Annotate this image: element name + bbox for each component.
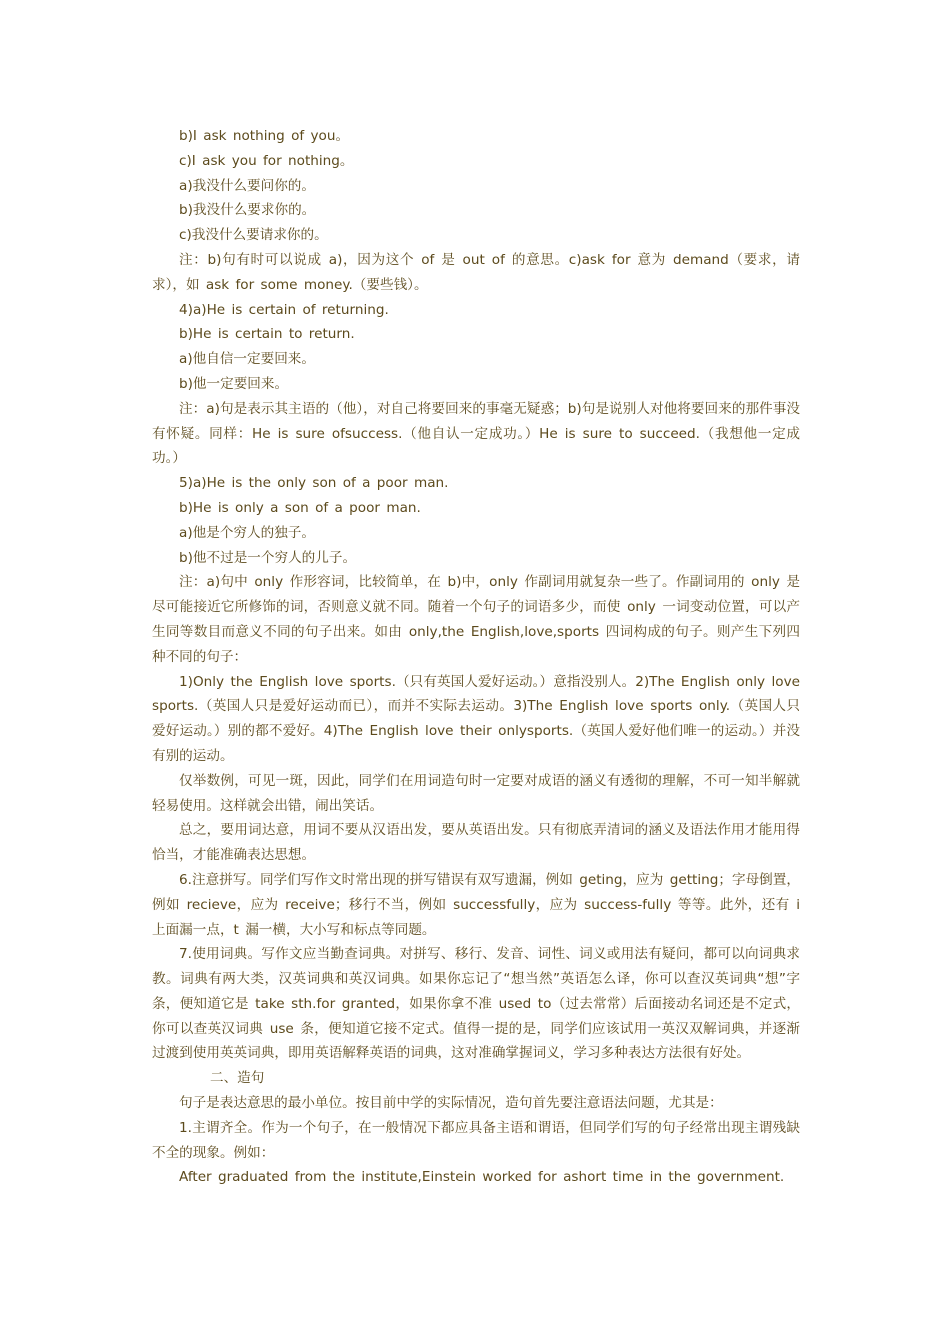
paragraph: 注：a)句中 only 作形容词，比较简单，在 b)中，only 作副词用就复杂一些了。作副词用的 only 是尽可能接近它所修饰的词，否则意义就不同。随着一个句子的词语多少，而使 only 一词变动位置，可以产生同等数目而意义不同的句子出来。如由 only,the English,love,sports 四词构成的句子。则产生下列四种不同的句子： xyxy=(152,574,800,665)
paragraph: c)I ask you for nothing。 xyxy=(179,152,354,169)
paragraph: 仅举数例，可见一斑，因此，同学们在用词造句时一定要对成语的涵义有透彻的理解，不可一知半解就轻易使用。这样就会出错，闹出笑话。 xyxy=(152,772,800,814)
paragraph: 1.主谓齐全。作为一个句子，在一般情况下都应具备主语和谓语，但同学们写的句子经常出现主谓残缺不全的现象。例如： xyxy=(152,1119,800,1161)
paragraph: a)我没什么要问你的。 xyxy=(179,177,315,194)
paragraph: 句子是表达意思的最小单位。按目前中学的实际情况，造句首先要注意语法问题，尤其是： xyxy=(179,1095,723,1112)
paragraph: After graduated from the institute,Einstein worked for ashort time in the government. xyxy=(179,1169,785,1186)
paragraph: 7.使用词典。写作文应当勤查词典。对拼写、移行、发音、词性、词义或用法有疑问，都可以向词典求教。词典有两大类，汉英词典和英汉词典。如果你忘记了“想当然”英语怎么译，你可以查汉英词典“想”字条，便知道它是 take sth.for granted，如果你拿不准 used to（过去常常）后面接动名词还是不定式，你可以查英汉词典 use 条，便知道它接不定式。值得一提的是，同学们应该试用一英汉双解词典，并逐渐过渡到使用英英词典，即用英语解释英语的词典，这对准确掌握词义，学习多种表达方法很有好处。 xyxy=(152,946,800,1062)
paragraph: c)我没什么要请求你的。 xyxy=(179,227,328,244)
paragraph: 注：b)句有时可以说成 a)，因为这个 of 是 out of 的意思。c)ask for 意为 demand（要求，请求），如 ask for some money.（要些钱）。 xyxy=(152,251,800,293)
paragraph: b)他不过是一个穷人的儿子。 xyxy=(179,549,357,566)
paragraph: b)I ask nothing of you。 xyxy=(179,128,350,144)
paragraph: b)He is certain to return. xyxy=(179,326,355,343)
paragraph: b)我没什么要求你的。 xyxy=(179,202,316,219)
paragraph: 二、造句 xyxy=(210,1070,265,1087)
paragraph: 注：a)句是表示其主语的（他），对自己将要回来的事毫无疑惑；b)句是说别人对他将要回来的那件事没有怀疑。同样：He is sure ofsuccess.（他自认一定成功。）He is sure to succeed.（我想他一定成功。） xyxy=(152,400,800,467)
paragraph: b)他一定要回来。 xyxy=(179,375,289,392)
document-body xyxy=(152,124,800,1190)
paragraph: b)He is only a son of a poor man. xyxy=(179,499,421,516)
paragraph: 5)a)He is the only son of a poor man. xyxy=(179,475,449,492)
paragraph: 总之，要用词达意，用词不要从汉语出发，要从英语出发。只有彻底弄清词的涵义及语法作用才能用得恰当，才能准确表达思想。 xyxy=(152,822,800,864)
paragraph: a)他自信一定要回来。 xyxy=(179,351,315,368)
paragraph: a)他是个穷人的独子。 xyxy=(179,524,315,541)
paragraph: 1)Only the English love sports.（只有英国人爱好运动。）意指没别人。2)The English only love sports.（英国人只是爱好运动而已），而并不实际去运动。3)The English love sports only.（英国人只爱好运动。）别的都不爱好。4)The English love their onlysports.（英国人爱好他们唯一的运动。）并没有别的运动。 xyxy=(152,673,800,764)
paragraph: 4)a)He is certain of returning. xyxy=(179,301,389,318)
paragraph: 6.注意拼写。同学们写作文时常出现的拼写错误有双写遗漏，例如 geting，应为 getting；字母倒置，例如 recieve，应为 receive；移行不当，例如 successfully，应为 success-fully 等等。此外，还有 i 上面漏一点，t 漏一横，大小写和标点等同题。 xyxy=(152,871,800,938)
